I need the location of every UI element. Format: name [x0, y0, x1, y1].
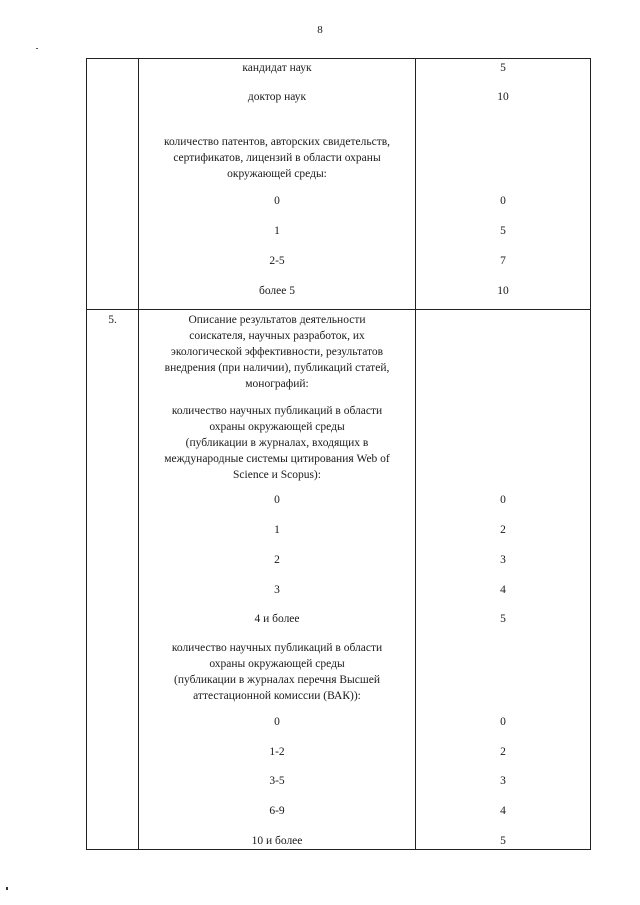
score-cell: 2	[500, 524, 506, 536]
criterion-cell: 6-9	[269, 805, 285, 817]
criterion-heading-line: охраны окружающей среды	[209, 421, 345, 433]
table-border-bottom	[86, 849, 591, 850]
criterion-cell: 0	[274, 716, 280, 728]
criterion-cell: более 5	[258, 285, 296, 297]
criterion-heading-line: (публикации в журналах, входящих в	[185, 437, 369, 449]
score-cell: 2	[500, 746, 506, 758]
score-cell: 0	[500, 195, 506, 207]
row-number: 5.	[108, 314, 117, 326]
criterion-cell: 2-5	[269, 255, 285, 267]
criterion-heading-line: (публикации в журналах перечня Высшей	[173, 674, 381, 686]
criterion-cell: 3	[274, 584, 280, 596]
criterion-heading-line: количество патентов, авторских свидетельств,	[163, 136, 391, 148]
criterion-heading-line: количество научных публикаций в области	[171, 642, 383, 654]
description-line: монографий:	[245, 378, 309, 390]
criterion-cell: доктор наук	[247, 91, 307, 103]
score-cell: 7	[500, 255, 506, 267]
score-cell: 10	[497, 285, 509, 297]
table-border-right	[590, 58, 591, 850]
table-border-col2	[415, 58, 416, 850]
criterion-cell: 0	[274, 195, 280, 207]
score-cell: 4	[500, 584, 506, 596]
criterion-cell: 3-5	[269, 775, 285, 787]
page-number: 8	[317, 24, 323, 36]
table-row-divider	[86, 309, 591, 310]
criterion-heading-line: Science и Scopus):	[233, 469, 321, 481]
description-line: соискателя, научных разработок, их	[189, 330, 365, 342]
score-cell: 5	[500, 62, 506, 74]
description-line: внедрения (при наличии), публикаций статей,	[164, 362, 390, 374]
score-cell: 10	[497, 91, 509, 103]
criterion-heading-line: международные системы цитирования Web of	[164, 453, 390, 465]
criterion-cell: 4 и более	[254, 613, 300, 625]
scan-mark	[6, 887, 8, 890]
criterion-heading-line: охраны окружающей среды	[209, 658, 345, 670]
criterion-cell: 1	[274, 524, 280, 536]
criterion-cell: 1	[274, 225, 280, 237]
criterion-heading-line: аттестационной комиссии (ВАК)):	[193, 690, 361, 702]
score-cell: 5	[500, 613, 506, 625]
scan-mark	[36, 48, 38, 49]
score-cell: 4	[500, 805, 506, 817]
criterion-cell: 0	[274, 494, 280, 506]
criterion-cell: кандидат наук	[242, 62, 312, 74]
table-border-left	[86, 58, 87, 850]
score-cell: 3	[500, 554, 506, 566]
table-border-top	[86, 58, 591, 59]
score-cell: 5	[500, 835, 506, 847]
criterion-heading-line: сертификатов, лицензий в области охраны	[173, 152, 381, 164]
criterion-cell: 10 и более	[251, 835, 303, 847]
score-cell: 0	[500, 716, 506, 728]
score-cell: 3	[500, 775, 506, 787]
score-cell: 0	[500, 494, 506, 506]
criterion-heading-line: количество научных публикаций в области	[171, 405, 383, 417]
criterion-cell: 1-2	[269, 746, 285, 758]
score-cell: 5	[500, 225, 506, 237]
description-line: экологической эффективности, результатов	[170, 346, 384, 358]
criterion-heading-line: окружающей среды:	[227, 168, 327, 180]
description-line: Описание результатов деятельности	[188, 314, 366, 326]
criterion-cell: 2	[274, 554, 280, 566]
